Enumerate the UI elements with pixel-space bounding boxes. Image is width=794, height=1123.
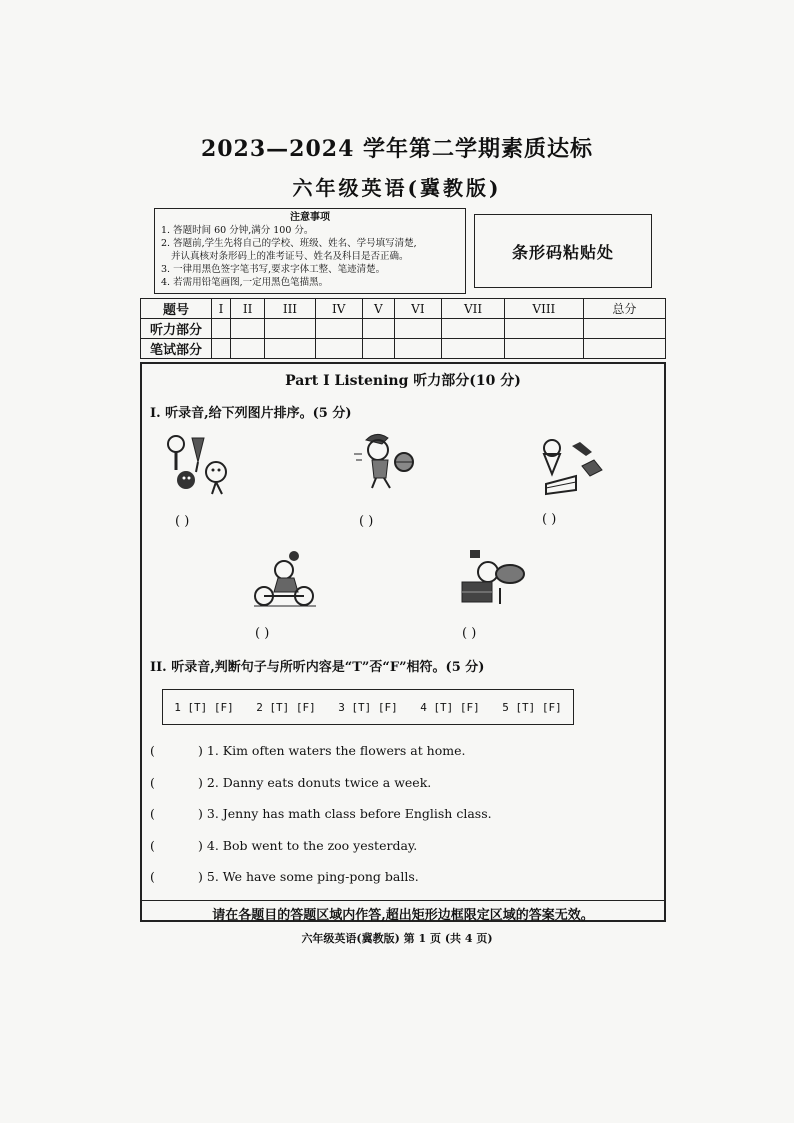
statement-item bbox=[150, 869, 419, 884]
answer-parenthesis[interactable]: ( ) bbox=[462, 626, 477, 641]
answer-paren-close: ) bbox=[198, 806, 203, 821]
basketball-picture bbox=[352, 430, 418, 490]
answer-parenthesis[interactable]: ( ) bbox=[255, 626, 270, 641]
pizza-picture bbox=[458, 548, 528, 606]
score-cell[interactable] bbox=[212, 319, 231, 339]
score-cell[interactable] bbox=[505, 319, 584, 339]
score-cell[interactable] bbox=[315, 319, 362, 339]
score-cell[interactable] bbox=[230, 319, 264, 339]
answer-paren-close: ) bbox=[198, 743, 203, 758]
statement-item bbox=[150, 806, 492, 821]
cycling-picture bbox=[250, 550, 320, 608]
score-row-written bbox=[141, 339, 666, 359]
score-header-cell: 题号 bbox=[141, 299, 212, 319]
statement-item bbox=[150, 743, 466, 758]
score-cell[interactable] bbox=[265, 319, 315, 339]
score-table bbox=[140, 298, 666, 359]
tf-option[interactable]: 3 [T] [F] bbox=[338, 700, 398, 714]
answer-paren-open[interactable]: ( bbox=[150, 869, 155, 884]
statement-item bbox=[150, 775, 431, 790]
notice-heading: 注意事项 bbox=[290, 212, 330, 223]
score-cell[interactable] bbox=[394, 339, 441, 359]
score-cell[interactable] bbox=[362, 319, 394, 339]
answer-parenthesis[interactable]: ( ) bbox=[175, 514, 190, 529]
score-cell[interactable] bbox=[315, 339, 362, 359]
vegetables-picture bbox=[164, 432, 236, 498]
true-false-answer-box bbox=[162, 689, 574, 725]
answer-paren-open[interactable]: ( bbox=[150, 806, 155, 821]
answer-paren-close: ) bbox=[198, 869, 203, 884]
score-cell[interactable] bbox=[583, 319, 665, 339]
score-row-listening bbox=[141, 319, 666, 339]
notice-item: 1. 答题时间 60 分钟,满分 100 分。 bbox=[161, 225, 314, 236]
score-cell[interactable] bbox=[442, 339, 505, 359]
score-cell[interactable] bbox=[394, 319, 441, 339]
statement-item bbox=[150, 838, 417, 853]
notice-item: 并认真核对条形码上的准考证号、姓名及科目是否正确。 bbox=[171, 251, 409, 262]
score-row-label: 听力部分 bbox=[141, 319, 212, 339]
score-header-cell: I bbox=[212, 299, 231, 319]
score-header-cell: VI bbox=[394, 299, 441, 319]
barcode-area: 条形码粘贴处 bbox=[474, 214, 652, 288]
score-header-cell: IV bbox=[315, 299, 362, 319]
answer-paren-close: ) bbox=[198, 838, 203, 853]
answer-paren-open[interactable]: ( bbox=[150, 775, 155, 790]
score-cell[interactable] bbox=[505, 339, 584, 359]
answer-area-note: 请在各题目的答题区域内作答,超出矩形边框限定区域的答案无效。 bbox=[140, 900, 666, 923]
exam-subtitle: 六年级英语(冀教版) bbox=[292, 176, 502, 200]
score-header-cell: VIII bbox=[505, 299, 584, 319]
q2-title: II. 听录音,判断句子与所听内容是“T”否“F”相符。(5 分) bbox=[150, 660, 485, 675]
score-cell[interactable] bbox=[212, 339, 231, 359]
score-cell[interactable] bbox=[442, 319, 505, 339]
notice-item: 3. 一律用黑色签字笔书写,要求字体工整、笔迹清楚。 bbox=[161, 264, 386, 275]
score-header-row bbox=[141, 299, 666, 319]
statement-text: 4. Bob went to the zoo yesterday. bbox=[206, 838, 418, 853]
statement-text: 3. Jenny has math class before English class. bbox=[206, 806, 492, 821]
tf-option[interactable]: 4 [T] [F] bbox=[420, 700, 480, 714]
answer-paren-open[interactable]: ( bbox=[150, 743, 155, 758]
tf-option[interactable]: 1 [T] [F] bbox=[174, 700, 234, 714]
score-cell[interactable] bbox=[583, 339, 665, 359]
answer-paren-open[interactable]: ( bbox=[150, 838, 155, 853]
notice-item: 4. 若需用铅笔画图,一定用黑色笔描黑。 bbox=[161, 277, 329, 288]
answer-paren-close: ) bbox=[198, 775, 203, 790]
score-cell[interactable] bbox=[265, 339, 315, 359]
answer-parenthesis[interactable]: ( ) bbox=[542, 512, 557, 527]
score-cell[interactable] bbox=[362, 339, 394, 359]
exam-title: 2023—2024 学年第二学期素质达标 bbox=[200, 136, 594, 162]
statement-text: 5. We have some ping-pong balls. bbox=[206, 869, 419, 884]
score-header-cell: III bbox=[265, 299, 315, 319]
part1-title: Part I Listening 听力部分(10 分) bbox=[285, 373, 521, 389]
tf-option[interactable]: 2 [T] [F] bbox=[256, 700, 316, 714]
score-header-cell: 总分 bbox=[583, 299, 665, 319]
score-header-cell: II bbox=[230, 299, 264, 319]
score-header-cell: VII bbox=[442, 299, 505, 319]
q1-title: I. 听录音,给下列图片排序。(5 分) bbox=[150, 406, 352, 421]
statement-text: 2. Danny eats donuts twice a week. bbox=[206, 775, 432, 790]
score-row-label: 笔试部分 bbox=[141, 339, 212, 359]
notice-item: 2. 答题前,学生先将自己的学校、班级、姓名、学号填写清楚, bbox=[161, 238, 417, 249]
statement-text: 1. Kim often waters the flowers at home. bbox=[206, 743, 466, 758]
score-cell[interactable] bbox=[230, 339, 264, 359]
answer-parenthesis[interactable]: ( ) bbox=[359, 514, 374, 529]
tf-option[interactable]: 5 [T] [F] bbox=[502, 700, 562, 714]
desserts-picture bbox=[536, 436, 608, 498]
notice-box bbox=[154, 208, 466, 294]
score-header-cell: V bbox=[362, 299, 394, 319]
page-number: 六年级英语(冀教版) 第 1 页 (共 4 页) bbox=[301, 932, 493, 945]
